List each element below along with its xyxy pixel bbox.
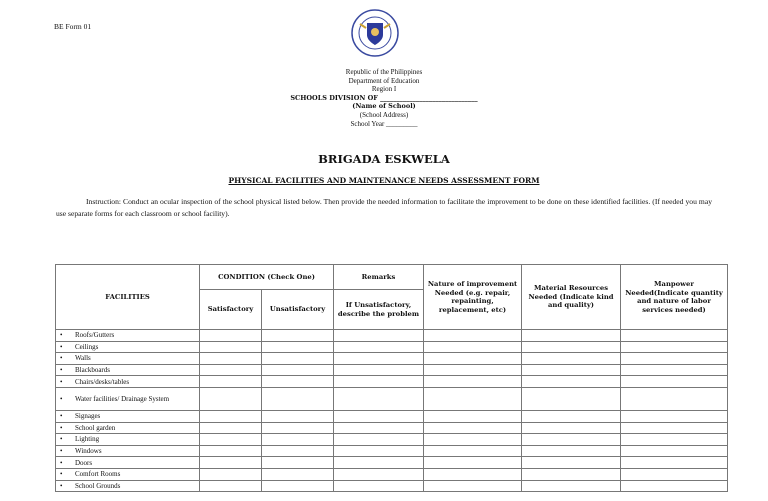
facility-cell [56,330,200,342]
material-cell[interactable] [522,376,621,388]
table-row [56,353,728,365]
instruction-text: Instruction: Conduct an ocular inspection of the school physical listed below. Then provide the needed information to facilitate the improvement to be done on these identified facilities. (If needed you may use separate forms for each classroom or school facility). [56,197,712,218]
remarks-cell[interactable] [334,410,424,422]
satisfactory-cell[interactable] [200,445,262,457]
bullet-icon: • [60,458,63,467]
bullet-icon: • [60,366,63,375]
facility-cell [56,434,200,446]
facility-label: Roofs/Gutters [75,331,115,340]
nature-cell[interactable] [424,353,522,365]
remarks-cell[interactable] [334,434,424,446]
bullet-icon: • [60,412,63,421]
table-row [56,376,728,388]
facility-label: Walls [75,354,91,363]
remarks-cell[interactable] [334,330,424,342]
facility-cell [56,457,200,469]
manpower-cell[interactable] [621,387,728,410]
material-cell[interactable] [522,387,621,410]
manpower-cell[interactable] [621,468,728,480]
material-cell[interactable] [522,364,621,376]
facility-cell [56,410,200,422]
nature-cell[interactable] [424,387,522,410]
facility-cell [56,387,200,410]
remarks-cell[interactable] [334,468,424,480]
facility-cell [56,353,200,365]
manpower-cell[interactable] [621,480,728,492]
material-cell[interactable] [522,410,621,422]
region-text: Region I [371,85,397,94]
material-cell[interactable] [522,422,621,434]
facility-label: Signages [75,412,101,421]
remarks-cell[interactable] [334,353,424,365]
bullet-icon: • [60,342,63,351]
table-row [56,468,728,480]
facility-label: Comfort Rooms [75,470,121,479]
bullet-icon: • [60,394,63,403]
bullet-icon: • [60,470,63,479]
manpower-cell[interactable] [621,445,728,457]
table-row [56,422,728,434]
form-code: BE Form 01 [54,22,92,31]
facility-cell [56,341,200,353]
bullet-icon: • [60,354,63,363]
unsatisfactory-cell[interactable] [262,353,334,365]
remarks-cell[interactable] [334,422,424,434]
unsatisfactory-cell[interactable] [262,341,334,353]
remarks-cell[interactable] [334,387,424,410]
unsatisfactory-header: Unsatisfactory [262,290,334,330]
facility-cell [56,480,200,492]
manpower-cell[interactable] [621,330,728,342]
nature-cell[interactable] [424,445,522,457]
form-title: BRIGADA ESKWELA [318,152,450,166]
remarks-cell[interactable] [334,480,424,492]
table-row [56,480,728,492]
division-line: SCHOOLS DIVISION OF ______________________________ [290,93,478,102]
facility-cell [56,445,200,457]
bullet-icon: • [60,435,63,444]
satisfactory-cell[interactable] [200,353,262,365]
remarks-cell[interactable] [334,341,424,353]
table-row [56,434,728,446]
material-cell[interactable] [522,468,621,480]
manpower-cell[interactable] [621,341,728,353]
satisfactory-cell[interactable] [200,434,262,446]
facility-cell [56,422,200,434]
remarks-sub-header: If Unsatisfactory, describe the problem [334,290,424,330]
nature-header: Nature of improvement Needed (e.g. repair, repainting, replacement, etc) [424,265,522,330]
unsatisfactory-cell[interactable] [262,376,334,388]
table-row [56,410,728,422]
table-row [56,364,728,376]
condition-header: CONDITION (Check One) [200,265,334,290]
nature-cell[interactable] [424,457,522,469]
satisfactory-cell[interactable] [200,468,262,480]
department-text: Department of Education [348,76,420,85]
school-address: (School Address) [359,111,409,119]
facility-label: School Grounds [75,481,121,490]
unsatisfactory-cell[interactable] [262,434,334,446]
material-cell[interactable] [522,480,621,492]
table-row [56,341,728,353]
material-header: Material Resources Needed (Indicate kind and quality) [522,265,621,330]
school-year: School Year _________ [350,119,418,128]
facility-cell [56,376,200,388]
facilities-header: FACILITIES [56,265,200,330]
bullet-icon: • [60,331,63,340]
facility-label: Water facilities/ Drainage System [75,394,170,403]
manpower-cell[interactable] [621,410,728,422]
satisfactory-cell[interactable] [200,376,262,388]
satisfactory-cell[interactable] [200,410,262,422]
facility-label: Ceilings [75,342,99,351]
facility-label: Doors [75,458,93,467]
table-row [56,445,728,457]
nature-cell[interactable] [424,376,522,388]
unsatisfactory-cell[interactable] [262,410,334,422]
nature-cell[interactable] [424,330,522,342]
facility-cell [56,364,200,376]
manpower-cell[interactable] [621,353,728,365]
satisfactory-cell[interactable] [200,457,262,469]
material-cell[interactable] [522,341,621,353]
remarks-header: Remarks [334,265,424,290]
satisfactory-cell[interactable] [200,387,262,410]
unsatisfactory-cell[interactable] [262,457,334,469]
bullet-icon: • [60,377,63,386]
manpower-header: Manpower Needed(Indicate quantity and nature of labor services needed) [621,265,728,330]
satisfactory-cell[interactable] [200,364,262,376]
table-row [56,387,728,410]
satisfactory-cell[interactable] [200,480,262,492]
nature-cell[interactable] [424,468,522,480]
unsatisfactory-cell[interactable] [262,330,334,342]
unsatisfactory-cell[interactable] [262,480,334,492]
unsatisfactory-cell[interactable] [262,422,334,434]
bullet-icon: • [60,447,63,456]
remarks-cell[interactable] [334,376,424,388]
assessment-table [55,264,728,492]
satisfactory-cell[interactable] [200,341,262,353]
school-name: (Name of School) [352,102,416,111]
deped-seal-logo [350,6,400,66]
remarks-cell[interactable] [334,457,424,469]
facility-label: Blackboards [75,366,110,375]
facility-label: Lighting [75,435,100,444]
material-cell[interactable] [522,445,621,457]
facility-label: School garden [75,423,116,432]
manpower-cell[interactable] [621,434,728,446]
material-cell[interactable] [522,353,621,365]
remarks-cell[interactable] [334,445,424,457]
nature-cell[interactable] [424,422,522,434]
facility-label: Chairs/desks/tables [75,377,130,386]
material-cell[interactable] [522,457,621,469]
manpower-cell[interactable] [621,457,728,469]
satisfactory-cell[interactable] [200,422,262,434]
nature-cell[interactable] [424,410,522,422]
table-row [56,457,728,469]
facility-label: Windows [75,447,102,456]
unsatisfactory-cell[interactable] [262,468,334,480]
form-subtitle: PHYSICAL FACILITIES AND MAINTENANCE NEEDS ASSESSMENT FORM [228,176,540,185]
unsatisfactory-cell[interactable] [262,364,334,376]
table-row [56,330,728,342]
remarks-cell[interactable] [334,364,424,376]
manpower-cell[interactable] [621,364,728,376]
material-cell[interactable] [522,434,621,446]
satisfactory-header: Satisfactory [200,290,262,330]
nature-cell[interactable] [424,341,522,353]
unsatisfactory-cell[interactable] [262,387,334,410]
bullet-icon: • [60,423,63,432]
unsatisfactory-cell[interactable] [262,445,334,457]
nature-cell[interactable] [424,480,522,492]
material-cell[interactable] [522,330,621,342]
satisfactory-cell[interactable] [200,330,262,342]
republic-text: Republic of the Philippines [345,68,423,76]
manpower-cell[interactable] [621,422,728,434]
manpower-cell[interactable] [621,376,728,388]
facility-cell [56,468,200,480]
nature-cell[interactable] [424,434,522,446]
bullet-icon: • [60,481,63,490]
nature-cell[interactable] [424,364,522,376]
